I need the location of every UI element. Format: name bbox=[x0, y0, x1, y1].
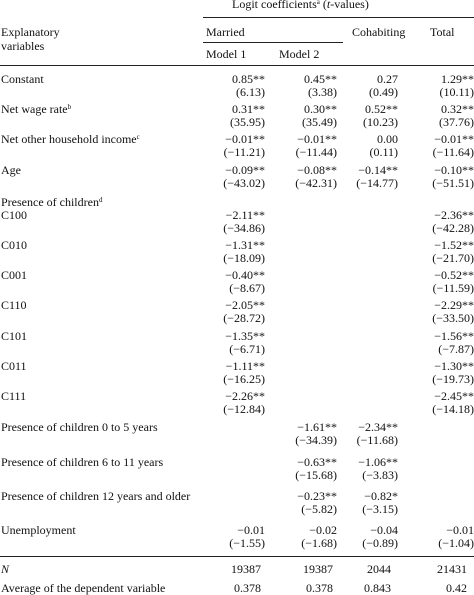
t-value-cell: (−43.02) bbox=[223, 176, 265, 190]
t-value-cell: (−1.68) bbox=[301, 536, 337, 550]
coefficient-cell: −2.29** bbox=[434, 298, 474, 312]
coefficient-cell: −0.01** bbox=[434, 132, 474, 146]
coefficient-cell: 1.29** bbox=[441, 72, 474, 86]
coefficient-cell: −2.05** bbox=[225, 298, 265, 312]
group-title-t: t bbox=[326, 0, 331, 11]
t-value-cell: (−28.72) bbox=[223, 311, 265, 325]
row-label-text: C101 bbox=[1, 329, 28, 343]
rule-under-group-title bbox=[203, 17, 474, 18]
coefficient-cell: 0.27 bbox=[377, 72, 398, 86]
footer-value-cell: 0.378 bbox=[306, 581, 333, 595]
coefficient-cell: 0.85** bbox=[232, 72, 265, 86]
row-label bbox=[1, 455, 163, 469]
coefficient-cell: −0.52** bbox=[434, 268, 474, 282]
t-value-cell: (−14.18) bbox=[432, 402, 474, 416]
t-value-cell: (37.76) bbox=[439, 115, 474, 129]
footer-value-cell: 19387 bbox=[231, 562, 261, 576]
row-label bbox=[1, 72, 44, 86]
coefficient-cell: −2.11** bbox=[225, 208, 265, 222]
footnote-mark: c bbox=[136, 133, 140, 141]
stub-header-line2: variables bbox=[1, 39, 45, 53]
row-label-text: Constant bbox=[1, 72, 44, 86]
column-group-title bbox=[232, 0, 369, 11]
coefficient-cell: −2.45** bbox=[434, 389, 474, 403]
t-value-cell: (−34.86) bbox=[223, 221, 265, 235]
t-value-cell: (−19.73) bbox=[432, 372, 474, 386]
rule-under-header bbox=[0, 65, 474, 66]
t-value-cell: (−21.70) bbox=[432, 251, 474, 265]
t-value-cell: (−34.39) bbox=[295, 433, 337, 447]
t-value-cell: (−11.64) bbox=[432, 145, 474, 159]
t-value-cell: (0.49) bbox=[369, 85, 398, 99]
row-label-text: Net other household income bbox=[1, 132, 137, 146]
t-value-cell: (−42.31) bbox=[295, 176, 337, 190]
coefficient-cell: −0.40** bbox=[225, 268, 265, 282]
t-value-cell: (35.49) bbox=[302, 115, 337, 129]
coefficient-cell: −1.52** bbox=[434, 238, 474, 252]
coefficient-cell: −2.26** bbox=[225, 389, 265, 403]
t-value-cell: (−1.04) bbox=[438, 536, 474, 550]
row-label bbox=[1, 195, 102, 209]
coefficient-cell: −0.01** bbox=[297, 132, 337, 146]
coefficient-cell: 0.30** bbox=[304, 102, 337, 116]
t-value-cell: (−1.55) bbox=[229, 536, 265, 550]
coefficient-cell: −2.36** bbox=[434, 208, 474, 222]
coefficient-cell: −1.11** bbox=[225, 359, 265, 373]
coefficient-cell: 0.52** bbox=[365, 102, 398, 116]
coefficient-cell: −1.56** bbox=[434, 329, 474, 343]
row-label bbox=[1, 359, 27, 373]
coefficient-cell: 0.32** bbox=[441, 102, 474, 116]
footer-value-cell: 19387 bbox=[303, 562, 333, 576]
t-value-cell: (3.38) bbox=[308, 85, 337, 99]
rule-under-married bbox=[203, 42, 343, 43]
row-label-text: Presence of children bbox=[1, 195, 99, 209]
t-value-cell: (−14.77) bbox=[356, 176, 398, 190]
header-model2: Model 2 bbox=[279, 47, 320, 61]
footer-value-cell: 2044 bbox=[367, 562, 391, 576]
t-value-cell: (−15.68) bbox=[295, 468, 337, 482]
footnote-mark: d bbox=[98, 196, 103, 204]
coefficient-cell: −1.06** bbox=[358, 455, 398, 469]
header-model1: Model 1 bbox=[206, 47, 247, 61]
t-value-cell: (−16.25) bbox=[223, 372, 265, 386]
header-total: Total bbox=[430, 25, 455, 39]
footer-value-cell: 21431 bbox=[437, 562, 467, 576]
row-label-text: Presence of children 6 to 11 years bbox=[1, 455, 164, 469]
footer-value-cell: 0.378 bbox=[234, 581, 261, 595]
coefficient-cell: −0.02 bbox=[309, 523, 337, 537]
t-value-cell: (−11.68) bbox=[356, 433, 398, 447]
header-cohabiting: Cohabiting bbox=[352, 25, 406, 39]
row-label bbox=[1, 523, 76, 537]
coefficient-cell: −1.61** bbox=[297, 420, 337, 434]
coefficient-cell: 0.45** bbox=[304, 72, 337, 86]
coefficient-cell: −1.30** bbox=[434, 359, 474, 373]
t-value-cell: (−51.51) bbox=[432, 176, 474, 190]
t-value-cell: (0.11) bbox=[369, 145, 398, 159]
row-label bbox=[1, 238, 27, 252]
group-title-paren: ( bbox=[319, 0, 327, 11]
t-value-cell: (−11.44) bbox=[295, 145, 337, 159]
coefficient-cell: −0.14** bbox=[358, 163, 398, 177]
t-value-cell: (−11.21) bbox=[223, 145, 265, 159]
group-title-text: Logit coefficients bbox=[232, 0, 317, 11]
footer-value-cell: 0.42 bbox=[446, 581, 467, 595]
row-label-text: C011 bbox=[1, 359, 27, 373]
t-value-cell: (−12.84) bbox=[223, 402, 265, 416]
row-label bbox=[1, 298, 27, 312]
t-value-cell: (10.11) bbox=[439, 85, 474, 99]
t-value-cell: (−0.89) bbox=[362, 536, 398, 550]
row-label-text: Net wage rate bbox=[1, 102, 68, 116]
t-value-cell: (−8.67) bbox=[229, 281, 265, 295]
t-value-cell: (−18.09) bbox=[223, 251, 265, 265]
footer-label: N bbox=[1, 562, 10, 576]
t-value-cell: (10.23) bbox=[363, 115, 398, 129]
coefficient-cell: −0.63** bbox=[297, 455, 337, 469]
row-label bbox=[1, 208, 27, 222]
row-label-text: C100 bbox=[1, 208, 28, 222]
t-value-cell: (−7.87) bbox=[438, 342, 474, 356]
group-title-footnote-mark: a bbox=[316, 0, 320, 6]
coefficient-cell: −0.04 bbox=[370, 523, 398, 537]
group-title-tail: -values) bbox=[330, 0, 369, 11]
rule-above-footer bbox=[0, 556, 474, 557]
t-value-cell: (−3.15) bbox=[362, 502, 398, 516]
coefficient-cell: −1.35** bbox=[225, 329, 265, 343]
row-label bbox=[1, 268, 27, 282]
coefficient-cell: −0.09** bbox=[225, 163, 265, 177]
row-label-text: Age bbox=[1, 163, 21, 177]
footer-value-cell: 0.843 bbox=[364, 581, 391, 595]
coefficient-cell: −0.08** bbox=[297, 163, 337, 177]
coefficient-cell: −0.01 bbox=[446, 523, 474, 537]
footer-label: Average of the dependent variable bbox=[1, 581, 166, 595]
footnote-mark: b bbox=[67, 103, 72, 111]
row-label-text: Presence of children 0 to 5 years bbox=[1, 420, 158, 434]
t-value-cell: (−5.82) bbox=[301, 502, 337, 516]
row-label-text: C001 bbox=[1, 268, 28, 282]
coefficient-cell: 0.00 bbox=[377, 132, 398, 146]
t-value-cell: (−3.83) bbox=[362, 468, 398, 482]
t-value-cell: (−11.59) bbox=[432, 281, 474, 295]
row-label bbox=[1, 420, 158, 434]
row-label-text: C111 bbox=[1, 389, 27, 403]
coefficient-cell: −1.31** bbox=[225, 238, 265, 252]
row-label bbox=[1, 489, 190, 503]
t-value-cell: (−33.50) bbox=[432, 311, 474, 325]
row-label-text: Unemployment bbox=[1, 523, 76, 537]
row-label bbox=[1, 389, 26, 403]
coefficient-cell: −0.01 bbox=[237, 523, 265, 537]
row-label bbox=[1, 132, 140, 146]
coefficient-cell: 0.31** bbox=[232, 102, 265, 116]
t-value-cell: (6.13) bbox=[236, 85, 265, 99]
row-label-text: C110 bbox=[1, 298, 27, 312]
t-value-cell: (−42.28) bbox=[432, 221, 474, 235]
row-label bbox=[1, 329, 27, 343]
coefficient-cell: −0.10** bbox=[434, 163, 474, 177]
coefficient-cell: −2.34** bbox=[358, 420, 398, 434]
row-label-text: C010 bbox=[1, 238, 28, 252]
t-value-cell: (35.95) bbox=[230, 115, 265, 129]
row-label bbox=[1, 163, 21, 177]
row-label-text: Presence of children 12 years and older bbox=[1, 489, 191, 503]
coefficient-cell: −0.23** bbox=[297, 489, 337, 503]
row-label bbox=[1, 102, 71, 116]
stub-header-line1: Explanatory bbox=[1, 25, 60, 39]
coefficient-cell: −0.01** bbox=[225, 132, 265, 146]
t-value-cell: (−6.71) bbox=[229, 342, 265, 356]
header-married: Married bbox=[206, 25, 245, 39]
coefficient-cell: −0.82* bbox=[364, 489, 398, 503]
